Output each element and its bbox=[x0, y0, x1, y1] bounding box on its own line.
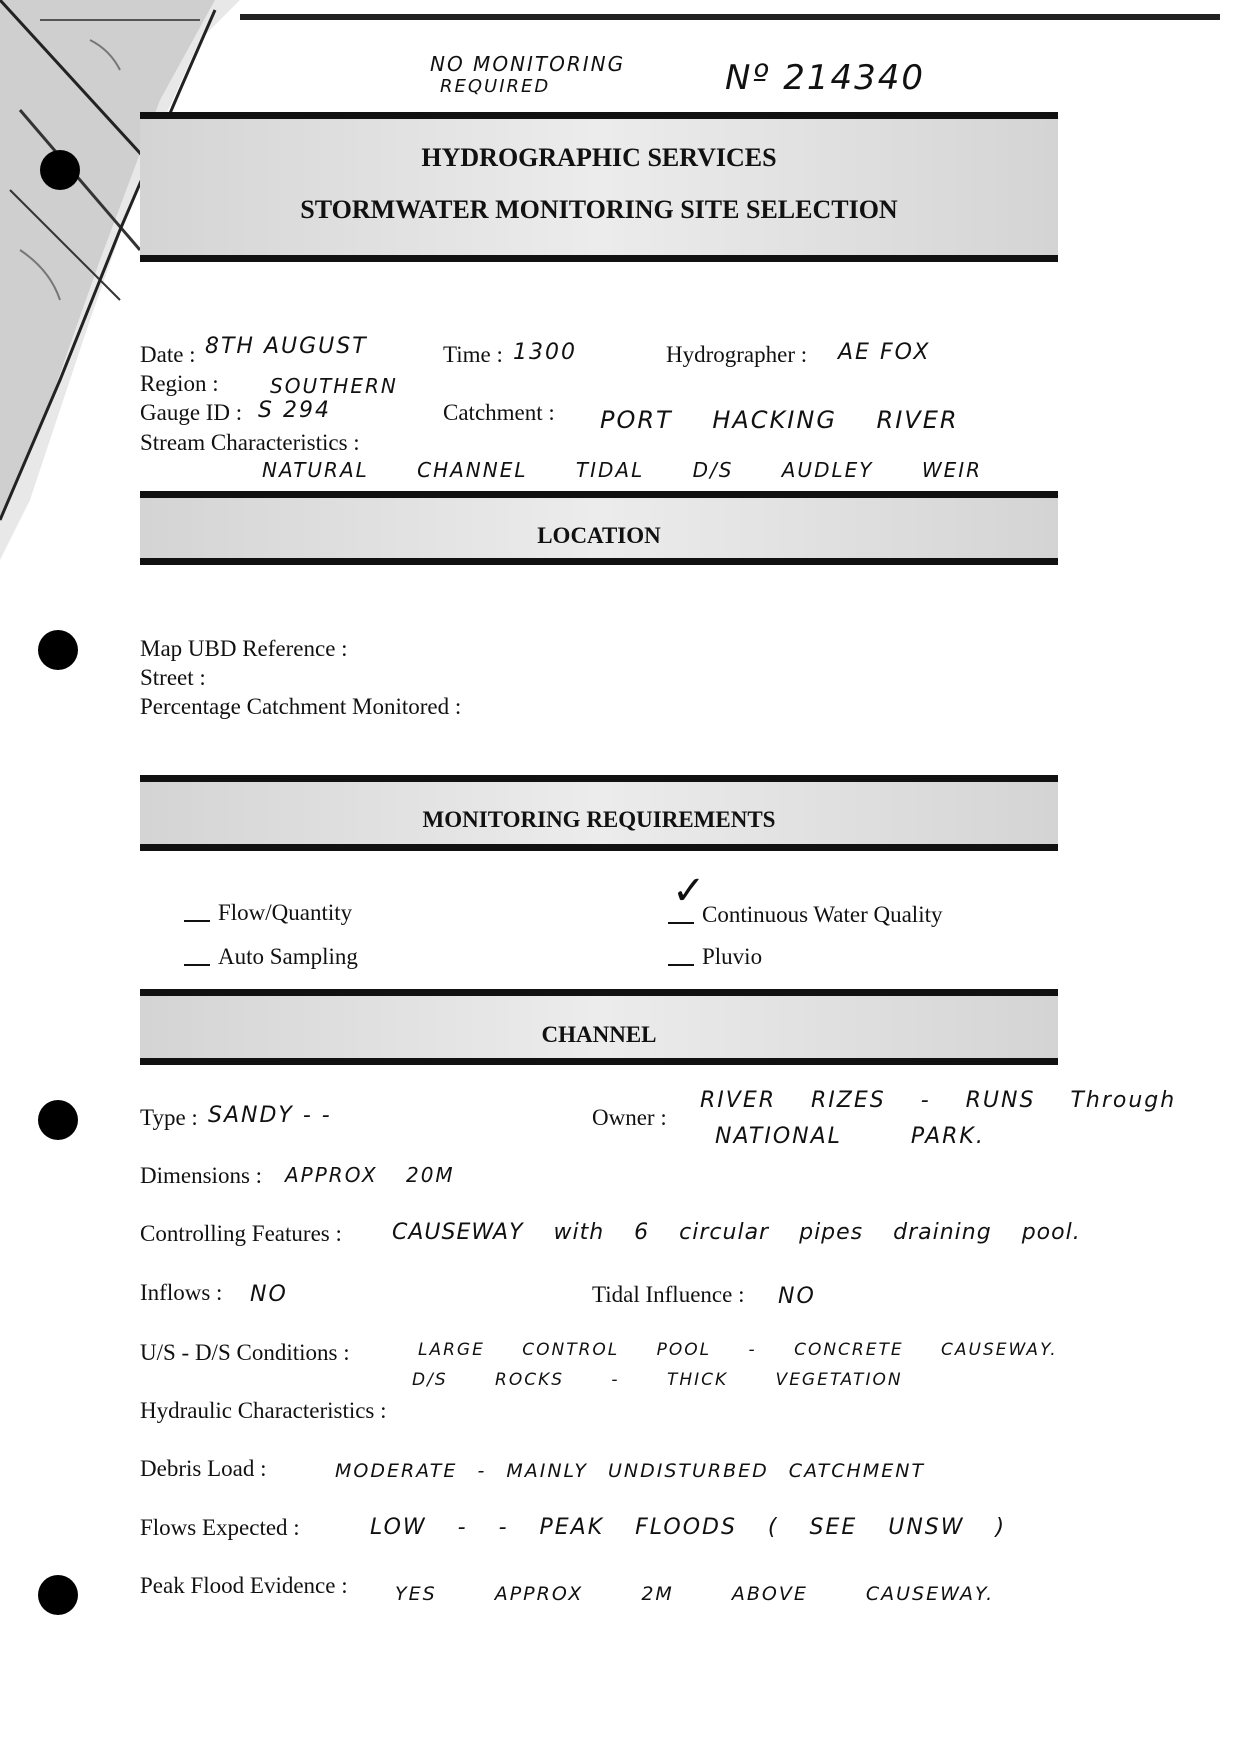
checkbox-line bbox=[184, 920, 210, 922]
auto-sampling-label: Auto Sampling bbox=[218, 944, 358, 969]
continuous-water-quality-label: Continuous Water Quality bbox=[702, 902, 943, 927]
percentage-catchment-label: Percentage Catchment Monitored : bbox=[140, 694, 462, 719]
location-bar-top bbox=[140, 491, 1058, 498]
inflows-value: NO bbox=[250, 1282, 288, 1307]
channel-bar-bottom bbox=[140, 1058, 1058, 1065]
checkbox-line bbox=[668, 922, 694, 924]
form-number: Nº 214340 bbox=[725, 58, 926, 98]
owner-label: Owner : bbox=[592, 1105, 667, 1130]
header-bar-top bbox=[140, 112, 1058, 119]
dimensions-value: APPROX 20M bbox=[285, 1163, 455, 1187]
auto-sampling-option[interactable] bbox=[184, 944, 358, 970]
debris-load-value: MODERATE - MAINLY UNDISTURBED CATCHMENT bbox=[335, 1460, 926, 1482]
header-bar-bottom bbox=[140, 255, 1058, 262]
stream-characteristics-value: NATURAL CHANNEL TIDAL D/S AUDLEY WEIR bbox=[262, 458, 983, 482]
top-edge-line bbox=[240, 14, 1220, 20]
pluvio-label: Pluvio bbox=[702, 944, 763, 969]
controlling-features-value: CAUSEWAY with 6 circular pipes draining pool. bbox=[392, 1220, 1081, 1245]
time-label: Time : bbox=[443, 342, 503, 367]
tidal-influence-label: Tidal Influence : bbox=[592, 1282, 745, 1307]
debris-load-label: Debris Load : bbox=[140, 1456, 267, 1481]
hydrographer-label: Hydrographer : bbox=[666, 342, 808, 367]
continuous-water-quality-option[interactable] bbox=[668, 902, 942, 928]
region-label: Region : bbox=[140, 371, 219, 396]
dimensions-label: Dimensions : bbox=[140, 1163, 263, 1188]
gauge-id-value: S 294 bbox=[258, 398, 331, 423]
flow-quantity-label: Flow/Quantity bbox=[218, 900, 353, 925]
flows-expected-label: Flows Expected : bbox=[140, 1515, 300, 1540]
street-label: Street : bbox=[140, 665, 206, 690]
punch-hole bbox=[38, 630, 78, 670]
note-required: REQUIRED bbox=[440, 76, 551, 97]
stream-characteristics-label: Stream Characteristics : bbox=[140, 430, 360, 455]
folded-paper-corner bbox=[0, 0, 243, 560]
controlling-features-label: Controlling Features : bbox=[140, 1221, 342, 1246]
header-title-1: HYDROGRAPHIC SERVICES bbox=[421, 143, 777, 172]
check-mark-icon: ✓ bbox=[672, 868, 708, 914]
location-bar-bottom bbox=[140, 558, 1058, 565]
us-ds-conditions-line1: LARGE CONTROL POOL - CONCRETE CAUSEWAY. bbox=[418, 1340, 1058, 1360]
tidal-influence-value: NO bbox=[778, 1284, 816, 1309]
flow-quantity-option[interactable] bbox=[184, 900, 352, 926]
punch-hole bbox=[38, 1100, 78, 1140]
note-no-monitoring: NO MONITORING bbox=[430, 52, 626, 76]
pluvio-option[interactable] bbox=[668, 944, 762, 970]
owner-value-line1: RIVER RIZES - RUNS Through bbox=[700, 1088, 1177, 1113]
date-value: 8TH AUGUST bbox=[205, 334, 368, 359]
peak-flood-evidence-label: Peak Flood Evidence : bbox=[140, 1573, 348, 1598]
map-ubd-label: Map UBD Reference : bbox=[140, 636, 348, 661]
punch-hole bbox=[40, 150, 80, 190]
gauge-id-label: Gauge ID : bbox=[140, 400, 243, 425]
monitoring-bar-bottom bbox=[140, 844, 1058, 851]
hydraulic-characteristics-label: Hydraulic Characteristics : bbox=[140, 1398, 387, 1423]
catchment-value: PORT HACKING RIVER bbox=[600, 406, 959, 434]
channel-title: CHANNEL bbox=[541, 1022, 657, 1047]
type-label: Type : bbox=[140, 1105, 198, 1130]
checkbox-line bbox=[184, 964, 210, 966]
monitoring-bar-top bbox=[140, 775, 1058, 782]
region-value: SOUTHERN bbox=[270, 374, 398, 398]
channel-bar-top bbox=[140, 989, 1058, 996]
time-value: 1300 bbox=[513, 340, 577, 365]
inflows-label: Inflows : bbox=[140, 1280, 223, 1305]
location-title: LOCATION bbox=[537, 523, 661, 548]
header-band bbox=[140, 119, 1058, 255]
peak-flood-evidence-value: YES APPROX 2M ABOVE CAUSEWAY. bbox=[395, 1583, 995, 1605]
hydrographer-value: AE FOX bbox=[838, 340, 931, 365]
checkbox-line bbox=[668, 964, 694, 966]
header-title-2: STORMWATER MONITORING SITE SELECTION bbox=[300, 195, 898, 224]
type-value: SANDY - - bbox=[208, 1103, 332, 1128]
flows-expected-value: LOW - - PEAK FLOODS ( SEE UNSW ) bbox=[370, 1515, 1007, 1540]
owner-value-line2: NATIONAL PARK. bbox=[715, 1124, 985, 1149]
monitoring-title: MONITORING REQUIREMENTS bbox=[422, 807, 776, 832]
us-ds-conditions-label: U/S - D/S Conditions : bbox=[140, 1340, 350, 1365]
punch-hole bbox=[38, 1575, 78, 1615]
date-label: Date : bbox=[140, 342, 196, 367]
us-ds-conditions-line2: D/S ROCKS - THICK VEGETATION bbox=[412, 1370, 903, 1390]
catchment-label: Catchment : bbox=[443, 400, 555, 425]
